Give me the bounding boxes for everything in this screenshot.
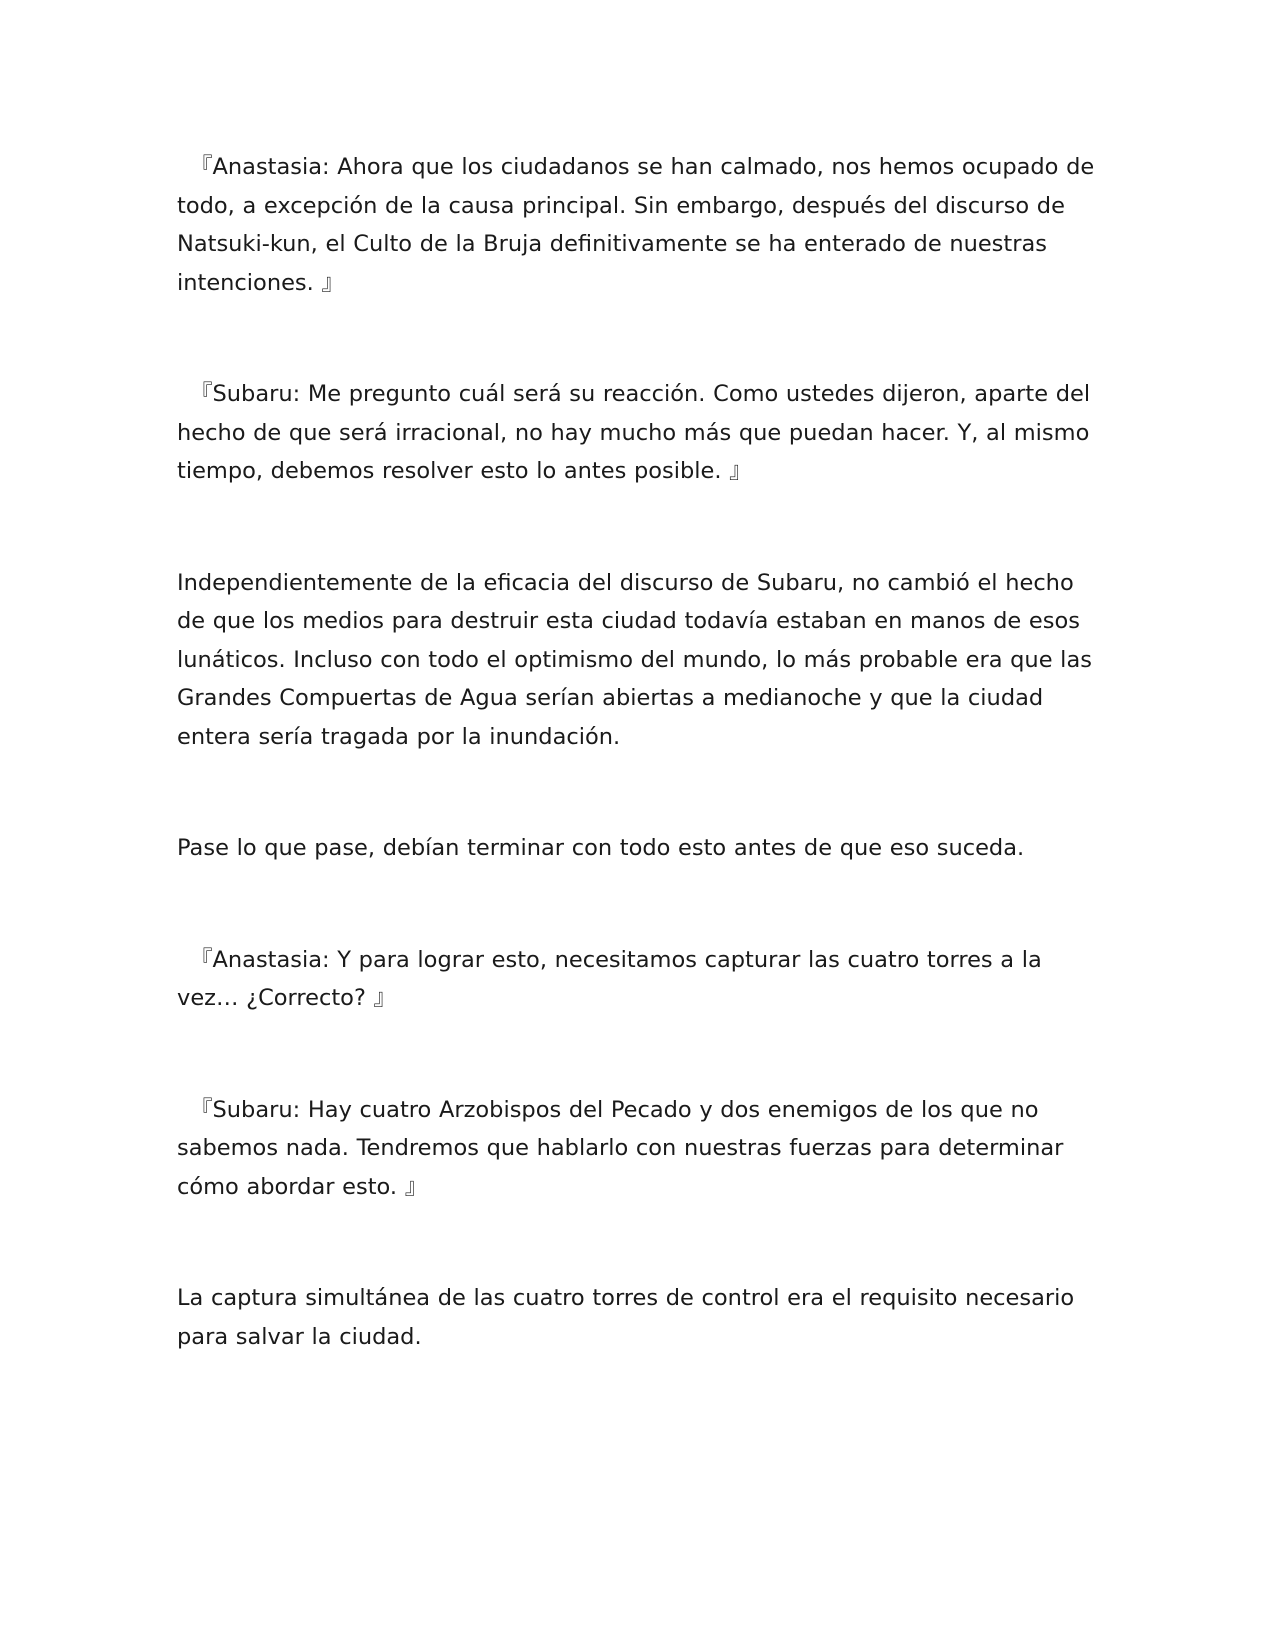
document-body: [177, 148, 1107, 1356]
dialogue-paragraph-anastasia-1: 『Anastasia: Ahora que los ciudadanos se han calmado, nos hemos ocupado de todo, a excepción de la causa principal. Sin embargo, después del discurso de Natsuki-kun, el Culto de la Bruja definitivamente se ha enterado de nuestras intenciones. 』: [177, 154, 1095, 296]
narration-paragraph-3: La captura simultánea de las cuatro torres de control era el requisito necesario para salvar la ciudad.: [177, 1285, 1075, 1350]
narration-paragraph-1: Independientemente de la eficacia del discurso de Subaru, no cambió el hecho de que los medios para destruir esta ciudad todavía estaban en manos de esos lunáticos. Incluso con todo el optimismo del mundo, lo más probable era que las Grandes Compuertas de Agua serían abiertas a medianoche y que la ciudad entera sería tragada por la inundación.: [177, 569, 1092, 750]
dialogue-paragraph-subaru-2: 『Subaru: Hay cuatro Arzobispos del Pecado y dos enemigos de los que no sabemos nada. Tendremos que hablarlo con nuestras fuerzas para determinar cómo abordar esto. 』: [177, 1096, 1064, 1200]
narration-paragraph-2: Pase lo que pase, debían terminar con todo esto antes de que eso suceda.: [177, 835, 1025, 861]
dialogue-paragraph-subaru-1: 『Subaru: Me pregunto cuál será su reacción. Como ustedes dijeron, aparte del hecho de que será irracional, no hay mucho más que puedan hacer. Y, al mismo tiempo, debemos resolver esto lo antes posible. 』: [177, 381, 1091, 484]
dialogue-paragraph-anastasia-2: 『Anastasia: Y para lograr esto, necesitamos capturar las cuatro torres a la vez… ¿Correcto? 』: [177, 946, 1042, 1011]
